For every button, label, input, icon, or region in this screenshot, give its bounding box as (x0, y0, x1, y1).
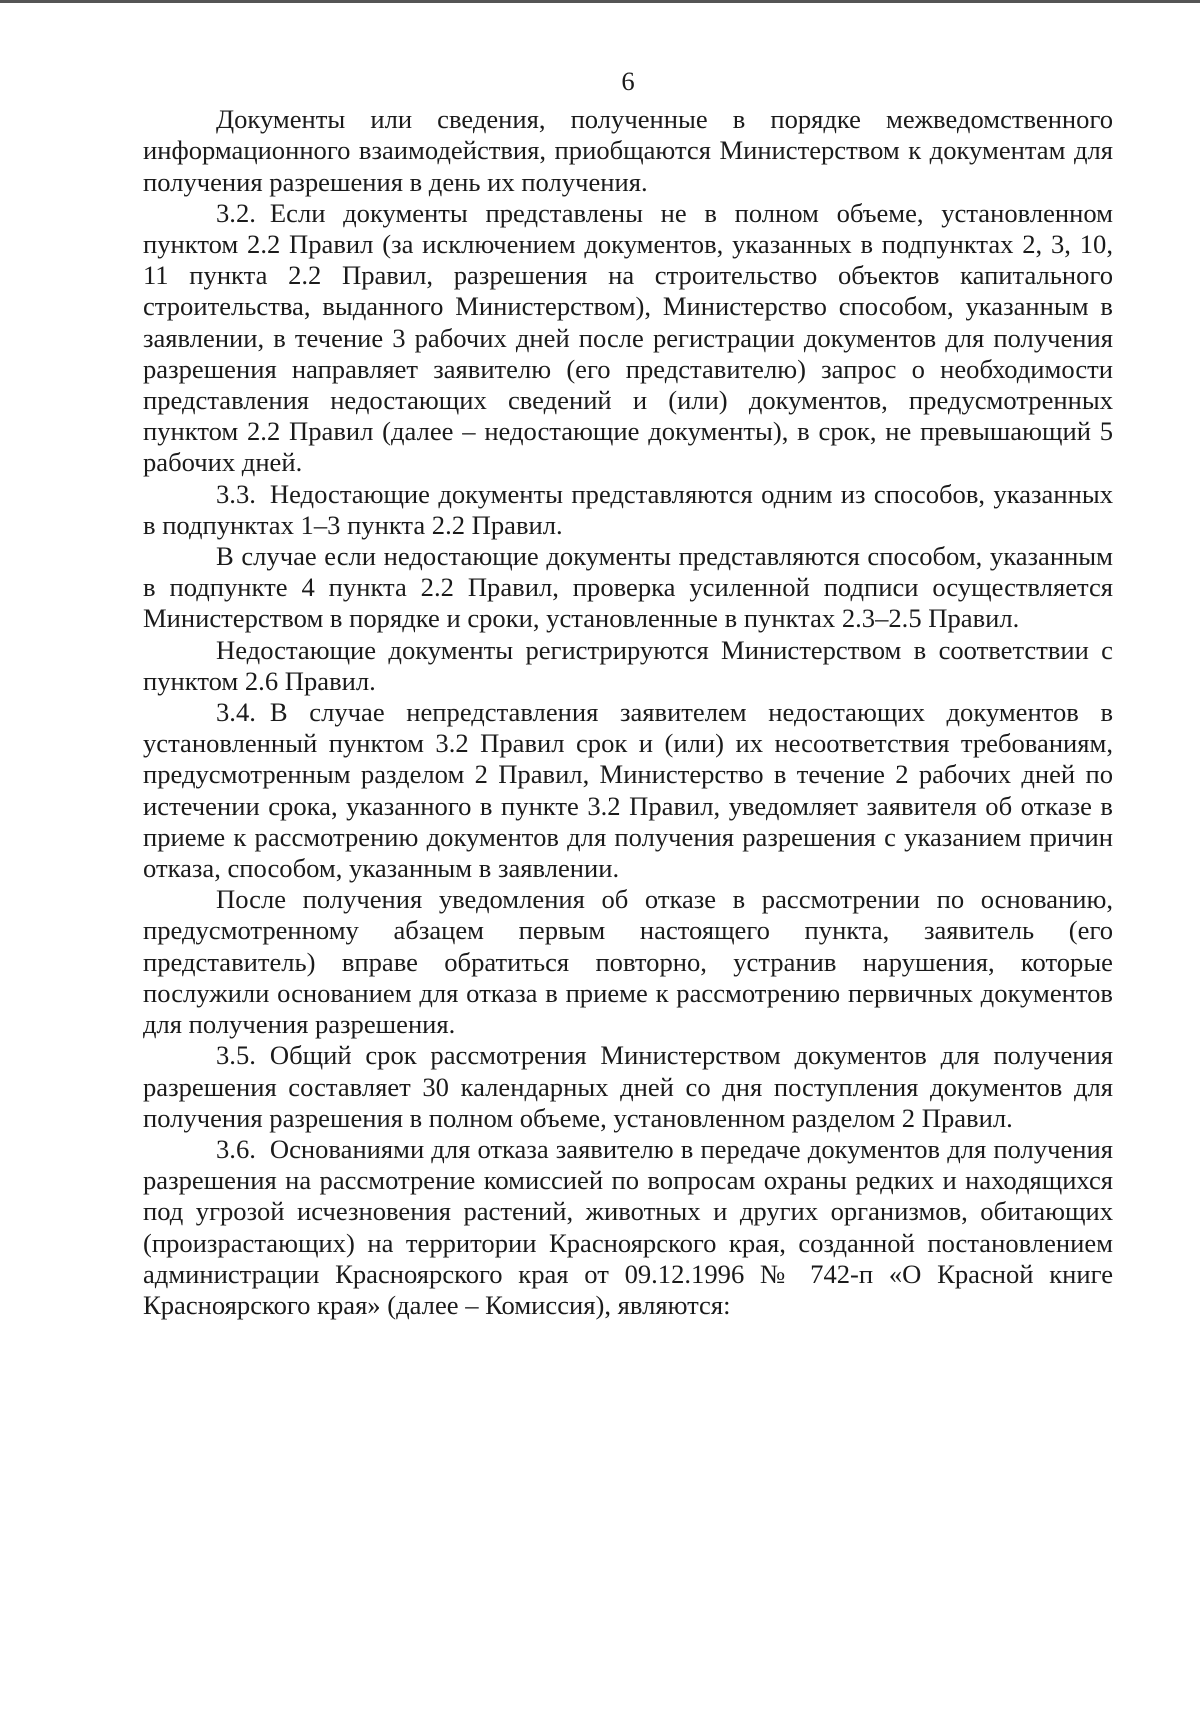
clause-number: 3.5. (216, 1040, 256, 1071)
paragraph-text: В случае непредставления заявителем недостающих документов в установленный пунктом 3.2 Правил срок и (или) их несоответствия требованиям, предусмотренным разделом 2 Правил, Министерство в течение 2 рабочих дней по истечении срока, указанного в пункте 3.2 Правил, уведомляет заявителя об отказе в приеме к рассмотрению документов для получения разрешения с указанием причин отказа, способом, указанным в заявлении. (143, 697, 1113, 884)
paragraph-text: После получения уведомления об отказе в рассмотрении по основанию, предусмотренному абзацем первым настоящего пункта, заявитель (его представитель) вправе обратиться повторно, устранив нарушения, которые послужили основанием для отказа в приеме к рассмотрению первичных документов для получения разрешения. (143, 884, 1113, 1040)
paragraph-text: Недостающие документы регистрируются Министерством в соответствии с пунктом 2.6 Правил. (143, 634, 1113, 696)
clause-number: 3.3. (216, 478, 256, 509)
paragraph (143, 479, 1113, 541)
paragraph (143, 884, 1113, 1040)
paragraph-text: Документы или сведения, полученные в порядке межведомственного информационного взаимодействия, приобщаются Министерством к документам для получения разрешения в день их получения. (143, 104, 1113, 197)
paragraph (143, 697, 1113, 884)
document-page (143, 66, 1113, 1321)
clause-number: 3.6. (216, 1133, 256, 1164)
page-number: 6 (621, 66, 635, 96)
paragraph-text: Общий срок рассмотрения Министерством документов для получения разрешения составляет 30 календарных дней со дня поступления документов для получения разрешения в полном объеме, установленном разделом 2 Правил. (143, 1040, 1113, 1133)
paragraph (143, 635, 1113, 697)
paragraph (143, 198, 1113, 479)
document-body (143, 104, 1113, 1321)
clause-number: 3.4. (216, 697, 256, 728)
paragraph (143, 1134, 1113, 1321)
scan-edge (0, 0, 1200, 3)
paragraph-text: Основаниями для отказа заявителю в передаче документов для получения разрешения на рассмотрение комиссией по вопросам охраны редких и находящихся под угрозой исчезновения растений, животных и других организмов, обитающих (произрастающих) на территории Красноярского края, созданной постановлением администрации Красноярского края от 09.12.1996 № 742-п «О Красной книге Красноярского края» (далее – Комиссия), являются: (143, 1133, 1113, 1320)
paragraph (143, 104, 1113, 198)
paragraph (143, 541, 1113, 635)
clause-number: 3.2. (216, 197, 256, 228)
paragraph-text: В случае если недостающие документы представляются способом, указанным в подпункте 4 пункта 2.2 Правил, проверка усиленной подписи осуществляется Министерством в порядке и сроки, установленные в пунктах 2.3–2.5 Правил. (143, 541, 1113, 634)
paragraph (143, 1040, 1113, 1134)
paragraph-text: Недостающие документы представляются одним из способов, указанных в подпунктах 1–3 пункта 2.2 Правил. (143, 478, 1113, 540)
paragraph-text: Если документы представлены не в полном объеме, установленном пунктом 2.2 Правил (за исключением документов, указанных в подпунктах 2, 3, 10, 11 пункта 2.2 Правил, разрешения на строительство объектов капитального строительства, выданного Министерством), Министерство способом, указанным в заявлении, в течение 3 рабочих дней после регистрации документов для получения разрешения направляет заявителю (его представителю) запрос о необходимости представления недостающих сведений и (или) документов, предусмотренных пунктом 2.2 Правил (далее – недостающие документы), в срок, не превышающий 5 рабочих дней. (143, 197, 1113, 478)
